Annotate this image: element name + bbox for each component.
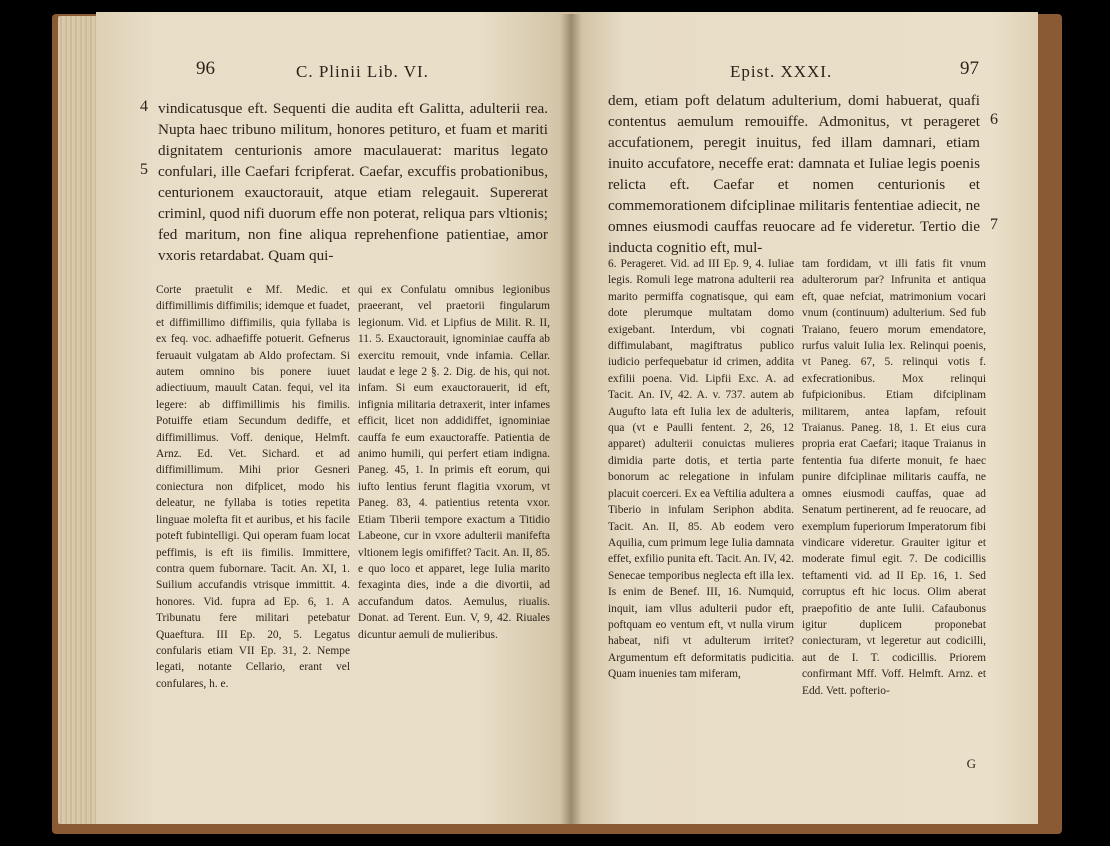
page-number: 96 — [196, 58, 215, 79]
footnote-column-left: Corte praetulit e Mf. Medic. et diffimillimis diffimilis; idemque et fuadet, et diffimillimo diffimilis, quia fyllaba is ex feq. voc. adhaefiffe potuerit. Gefnerus feruauit vulgatam ab Aldo profectam. Si autem omnino bis ponere iuuet adiectiuum, mauult Catan. fequi, vel ita legere: ab diffimillimis his fimilis. Potuiffe etiam Secundum dediffe, et diffimillimus. Voff. denique, Helmft. Arnz. Ed. Vet. Sichard. et ad diffimillimum. Mihi prior Gesneri coniectura non difplicet, modo his deleatur, ne fyllaba is toties repetita linguae molefta fit et auribus, et his facile poteft fubintelligi. Qui operam fuam locat peffimis, is eft iis fimilis. Immittere, contra quem fubornare. Tacit. An. XI, 1. Suilium accufandis vtrisque immittit. 4. honores. Vid. fupra ad Ep. 6, 1. A Tribunatu fere militari petebatur Quaeftura. III Ep. 20, 5. Legatus confularis etiam VII Ep. 31, 2. Nempe legati, notante Cellario, erant vel confulares, h. e. — [156, 284, 350, 690]
footnote-column-right: tam fordidam, vt illi fatis fit vnum adulterorum par? Infrunita et antiqua eft, quae nefciat, matrimonium vocari vnum (continuum) adulterium. Sed fub Traiano, feuero morum emendatore, rurfus valuit Iulia lex. Relinqui poenis, vt Paneg. 67, 5. relinqui votis f. exfecrationibus. Mox relinqui fufpicionibus. Etiam difciplinam militarem, antea lapfam, refouit Traianus. Paneg. 18, 1. Et eius cura propria erat Caefari; itaque Traianus in fententia fua diferte monuit, fe haec punire difciplinae militaris cauffa, ne omnes eiusmodi cauffas, quae ad Senatum pertinerent, ad fe reuocare, ad exemplum fuperiorum Imperatorum fibi vindicare videretur. Grauiter igitur et moderate fimul egit. 7. De codicillis teftamenti vid. ad II Ep. 16, 1. Sed corruptus eft hic locus. Olim aberat praepofitio de ante Iulii. Cafaubonus igitur duplicem proponebat coniecturam, vt legeretur aut codicilli, aut de I. T. codicillis. Priorem confirmant Mff. Voff. Helmft. Arnz. et Edd. Vett. pofterio- — [802, 258, 986, 697]
book — [40, 6, 1070, 836]
signature-mark: G — [966, 756, 976, 771]
book-gutter — [560, 14, 582, 824]
margin-number: 6 — [990, 111, 998, 128]
running-head: Epist. XXXI. — [730, 62, 833, 81]
right-page — [570, 12, 1038, 824]
left-page — [96, 12, 572, 824]
footnote-column-right: qui ex Confulatu omnibus legionibus praeerant, vel praetorii fingularum legionum. Vid. et Lipfius de Milit. R. II, 11. 5. Exauctorauit, ignominiae cauffa ab exercitu remouit, vnde infamia. Cellar. laudat e lege 2 §. 2. Dig. de his, qui not. infam. Si eum exauctorauerit, id eft, infignia militaria detraxerit, inter infames efficit, licet non addidiffet, ignominiae cauffa fe eum exauctoraffe. Patientia de animo humili, qui perfert etiam indigna. Paneg. 45, 1. In primis eft eorum, qui iufto lentius ferunt flagitia vxorum, vt Paneg. 83, 4. patientius retenta vxor. Etiam Tiberii temporе exactum a Titidio Labeone, cur in vxore adulterii manifefta vltionem legis omififfet? Tacit. An. II, 85. e quo loco et apparet, lege Iulia marito fexaginta dies, inde a die divortii, ad accufandum datos. Aemulus, riualis. Donat. ad Terent. Eun. V, 9, 42. Riuales dicuntur aemuli de mulieribus. — [358, 284, 550, 641]
main-text: dem, etiam poft delatum adulterium, domi habuerat, quafi contentus aemulum remouiffe. Admonitus, vt perageret accufationem, peregit inuitus, fed illam damnari, etiam inuito accufatore, neceffe erat: damnata et Iuliae legis poenis relicta eft. Caefar et nomen centurionis et commemorationem difciplinae militaris fententiae adiecit, ne omnes eiusmodi cauffas reuocare ad fe videretur. Tertio die inducta cognitio eft, mul- — [608, 92, 980, 256]
running-head: C. Plinii Lib. VI. — [296, 62, 429, 81]
margin-number: 5 — [140, 161, 148, 178]
footnote-column-left: 6. Perageret. Vid. ad III Ep. 9, 4. Iuliae legis. Romuli lege matrona adulterii rea marito permiffa cognatisque, qui eam dote plerumque multatam domo exigebant. Interdum, vbi cognati diffimulabant, magiftratus publico iudicio perfequebatur id crimen, addita exfilii poena. Vid. Lipfii Exc. A. ad Tacit. An. IV, 42. A. v. 737. autem ab Augufto lata eft Iulia lex de adulteris, qua (vt e Paulli fentent. 2, 26, 12 apparet) adulterii conuictas mulieres dimidia parte dotis, et tertia parte bonorum ac relegatione in infulam placuit coerceri. Ex ea Veftilia adultera a Tiberio in infulam Seriphon abdita. Tacit. An. II, 85. Ab eodem vero Aquilia, cum primum lege Iulia damnata effet, exfilio punita eft. Tacit. An. IV, 42. Senecae temporibus neglecta eft illa lex. Is enim de Benef. III, 16. Numquid, inquit, iam vllus adulterii pudor eft, poftquam eo ventum eft, vt nulla virum habeat, nifi vt adulterum irritet? Argumentum eft deformitatis pudicitia. Quam inuenies tam miferam, — [608, 258, 794, 681]
page-number: 97 — [960, 58, 979, 79]
margin-number: 7 — [990, 216, 998, 233]
main-text: vindicatusque eft. Sequenti die audita eft Galitta, adulterii rea. Nupta haec tribuno militum, honores petituro, et fuam et mariti dignitatem centurionis amore maculauerat: maritus legato confulari, ille Caefari fcripferat. Caefar, excuffis probationibus, centurionem exauctorauit, atque etiam relegauit. Supererat criminl, quod nifi duorum effe non poterat, reliqua pars vltionis; fed maritum, non fine aliqua reprehenfione patientiae, amor vxoris retardabat. Quam qui- — [158, 100, 548, 264]
margin-number: 4 — [140, 98, 148, 115]
